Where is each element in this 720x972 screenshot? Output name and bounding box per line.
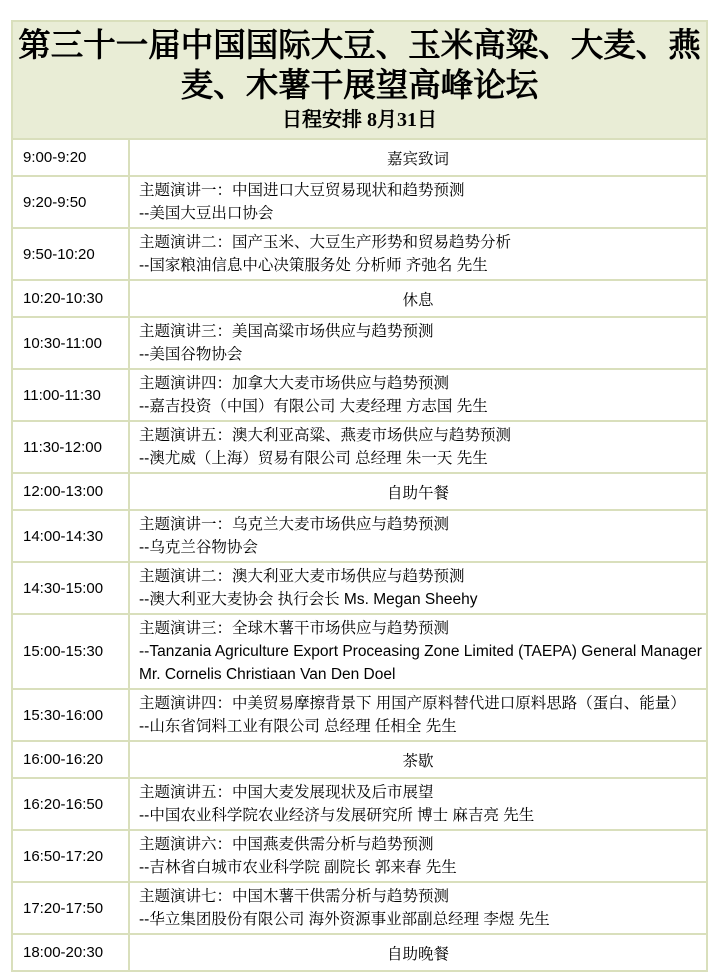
time-cell: 10:20-10:30 bbox=[12, 280, 129, 317]
agenda-row bbox=[12, 882, 707, 934]
time-cell: 15:00-15:30 bbox=[12, 614, 129, 689]
session-cell bbox=[129, 369, 707, 421]
session-cell bbox=[129, 830, 707, 882]
agenda-table bbox=[11, 20, 708, 972]
session-speaker: --中国农业科学院农业经济与发展研究所 博士 麻吉亮 先生 bbox=[139, 807, 535, 824]
session-topic: 主题演讲五：澳大利亚高粱、燕麦市场供应与趋势预测 bbox=[139, 427, 512, 444]
session-speaker-cont: Mr. Cornelis Christiaan Van Den Doel bbox=[139, 666, 396, 683]
time-cell: 9:20-9:50 bbox=[12, 176, 129, 228]
session-speaker: --澳尤威（上海）贸易有限公司 总经理 朱一天 先生 bbox=[139, 450, 488, 467]
session-topic: 主题演讲二：国产玉米、大豆生产形势和贸易趋势分析 bbox=[139, 234, 512, 251]
session-speaker: --国家粮油信息中心决策服务处 分析师 齐弛名 先生 bbox=[139, 257, 488, 274]
session-cell: 自助午餐 bbox=[129, 473, 707, 510]
time-cell: 11:30-12:00 bbox=[12, 421, 129, 473]
agenda-row bbox=[12, 139, 707, 176]
session-cell: 嘉宾致词 bbox=[129, 139, 707, 176]
agenda-row bbox=[12, 473, 707, 510]
session-speaker: --澳大利亚大麦协会 执行会长 Ms. Megan Sheehy bbox=[139, 591, 478, 608]
session-cell bbox=[129, 317, 707, 369]
agenda-header bbox=[12, 21, 707, 139]
session-topic: 主题演讲四：加拿大大麦市场供应与趋势预测 bbox=[139, 375, 450, 392]
time-cell: 16:50-17:20 bbox=[12, 830, 129, 882]
agenda-row bbox=[12, 614, 707, 689]
session-cell bbox=[129, 882, 707, 934]
agenda-row bbox=[12, 741, 707, 778]
time-cell: 9:00-9:20 bbox=[12, 139, 129, 176]
time-cell: 14:30-15:00 bbox=[12, 562, 129, 614]
session-cell bbox=[129, 562, 707, 614]
session-speaker: --山东省饲料工业有限公司 总经理 任相全 先生 bbox=[139, 718, 457, 735]
time-cell: 15:30-16:00 bbox=[12, 689, 129, 741]
agenda-row bbox=[12, 689, 707, 741]
agenda-row bbox=[12, 228, 707, 280]
session-speaker: --华立集团股份有限公司 海外资源事业部副总经理 李煜 先生 bbox=[139, 911, 550, 928]
session-speaker: --吉林省白城市农业科学院 副院长 郭来春 先生 bbox=[139, 859, 457, 876]
agenda-row bbox=[12, 830, 707, 882]
session-speaker: --美国大豆出口协会 bbox=[139, 205, 274, 222]
agenda-row bbox=[12, 778, 707, 830]
session-speaker: --Tanzania Agriculture Export Proceasing Zone Limited (TAEPA) General Manager bbox=[139, 643, 702, 660]
time-cell: 12:00-13:00 bbox=[12, 473, 129, 510]
session-topic: 主题演讲一：中国进口大豆贸易现状和趋势预测 bbox=[139, 182, 465, 199]
session-cell bbox=[129, 689, 707, 741]
time-cell: 14:00-14:30 bbox=[12, 510, 129, 562]
header-row bbox=[12, 21, 707, 139]
session-cell bbox=[129, 228, 707, 280]
session-cell bbox=[129, 176, 707, 228]
session-cell bbox=[129, 421, 707, 473]
agenda-row bbox=[12, 510, 707, 562]
time-cell: 10:30-11:00 bbox=[12, 317, 129, 369]
session-cell: 休息 bbox=[129, 280, 707, 317]
session-cell: 茶歇 bbox=[129, 741, 707, 778]
session-topic: 主题演讲三：全球木薯干市场供应与趋势预测 bbox=[139, 620, 450, 637]
session-speaker: --乌克兰谷物协会 bbox=[139, 539, 258, 556]
session-speaker: --美国谷物协会 bbox=[139, 346, 243, 363]
agenda-row bbox=[12, 421, 707, 473]
time-cell: 16:00-16:20 bbox=[12, 741, 129, 778]
session-cell bbox=[129, 614, 707, 689]
session-topic: 主题演讲三：美国高粱市场供应与趋势预测 bbox=[139, 323, 434, 340]
time-cell: 16:20-16:50 bbox=[12, 778, 129, 830]
forum-title: 第三十一届中国国际大豆、玉米高粱、大麦、燕麦、木薯干展望高峰论坛 bbox=[18, 28, 701, 104]
session-topic: 主题演讲一：乌克兰大麦市场供应与趋势预测 bbox=[139, 516, 450, 533]
time-cell: 11:00-11:30 bbox=[12, 369, 129, 421]
session-speaker: --嘉吉投资（中国）有限公司 大麦经理 方志国 先生 bbox=[139, 398, 488, 415]
session-topic: 主题演讲七：中国木薯干供需分析与趋势预测 bbox=[139, 888, 450, 905]
session-topic: 主题演讲二：澳大利亚大麦市场供应与趋势预测 bbox=[139, 568, 465, 585]
agenda-row bbox=[12, 317, 707, 369]
agenda-row bbox=[12, 280, 707, 317]
session-topic: 主题演讲四：中美贸易摩擦背景下 用国产原料替代进口原料思路（蛋白、能量） bbox=[139, 695, 686, 712]
session-cell: 自助晚餐 bbox=[129, 934, 707, 971]
agenda-row bbox=[12, 176, 707, 228]
agenda-row bbox=[12, 934, 707, 971]
time-cell: 18:00-20:30 bbox=[12, 934, 129, 971]
agenda-row bbox=[12, 369, 707, 421]
agenda-row bbox=[12, 562, 707, 614]
session-topic: 主题演讲五：中国大麦发展现状及后市展望 bbox=[139, 784, 434, 801]
time-cell: 9:50-10:20 bbox=[12, 228, 129, 280]
session-cell bbox=[129, 510, 707, 562]
session-cell bbox=[129, 778, 707, 830]
agenda-subtitle: 日程安排 8月31日 bbox=[282, 109, 437, 131]
time-cell: 17:20-17:50 bbox=[12, 882, 129, 934]
session-topic: 主题演讲六：中国燕麦供需分析与趋势预测 bbox=[139, 836, 434, 853]
